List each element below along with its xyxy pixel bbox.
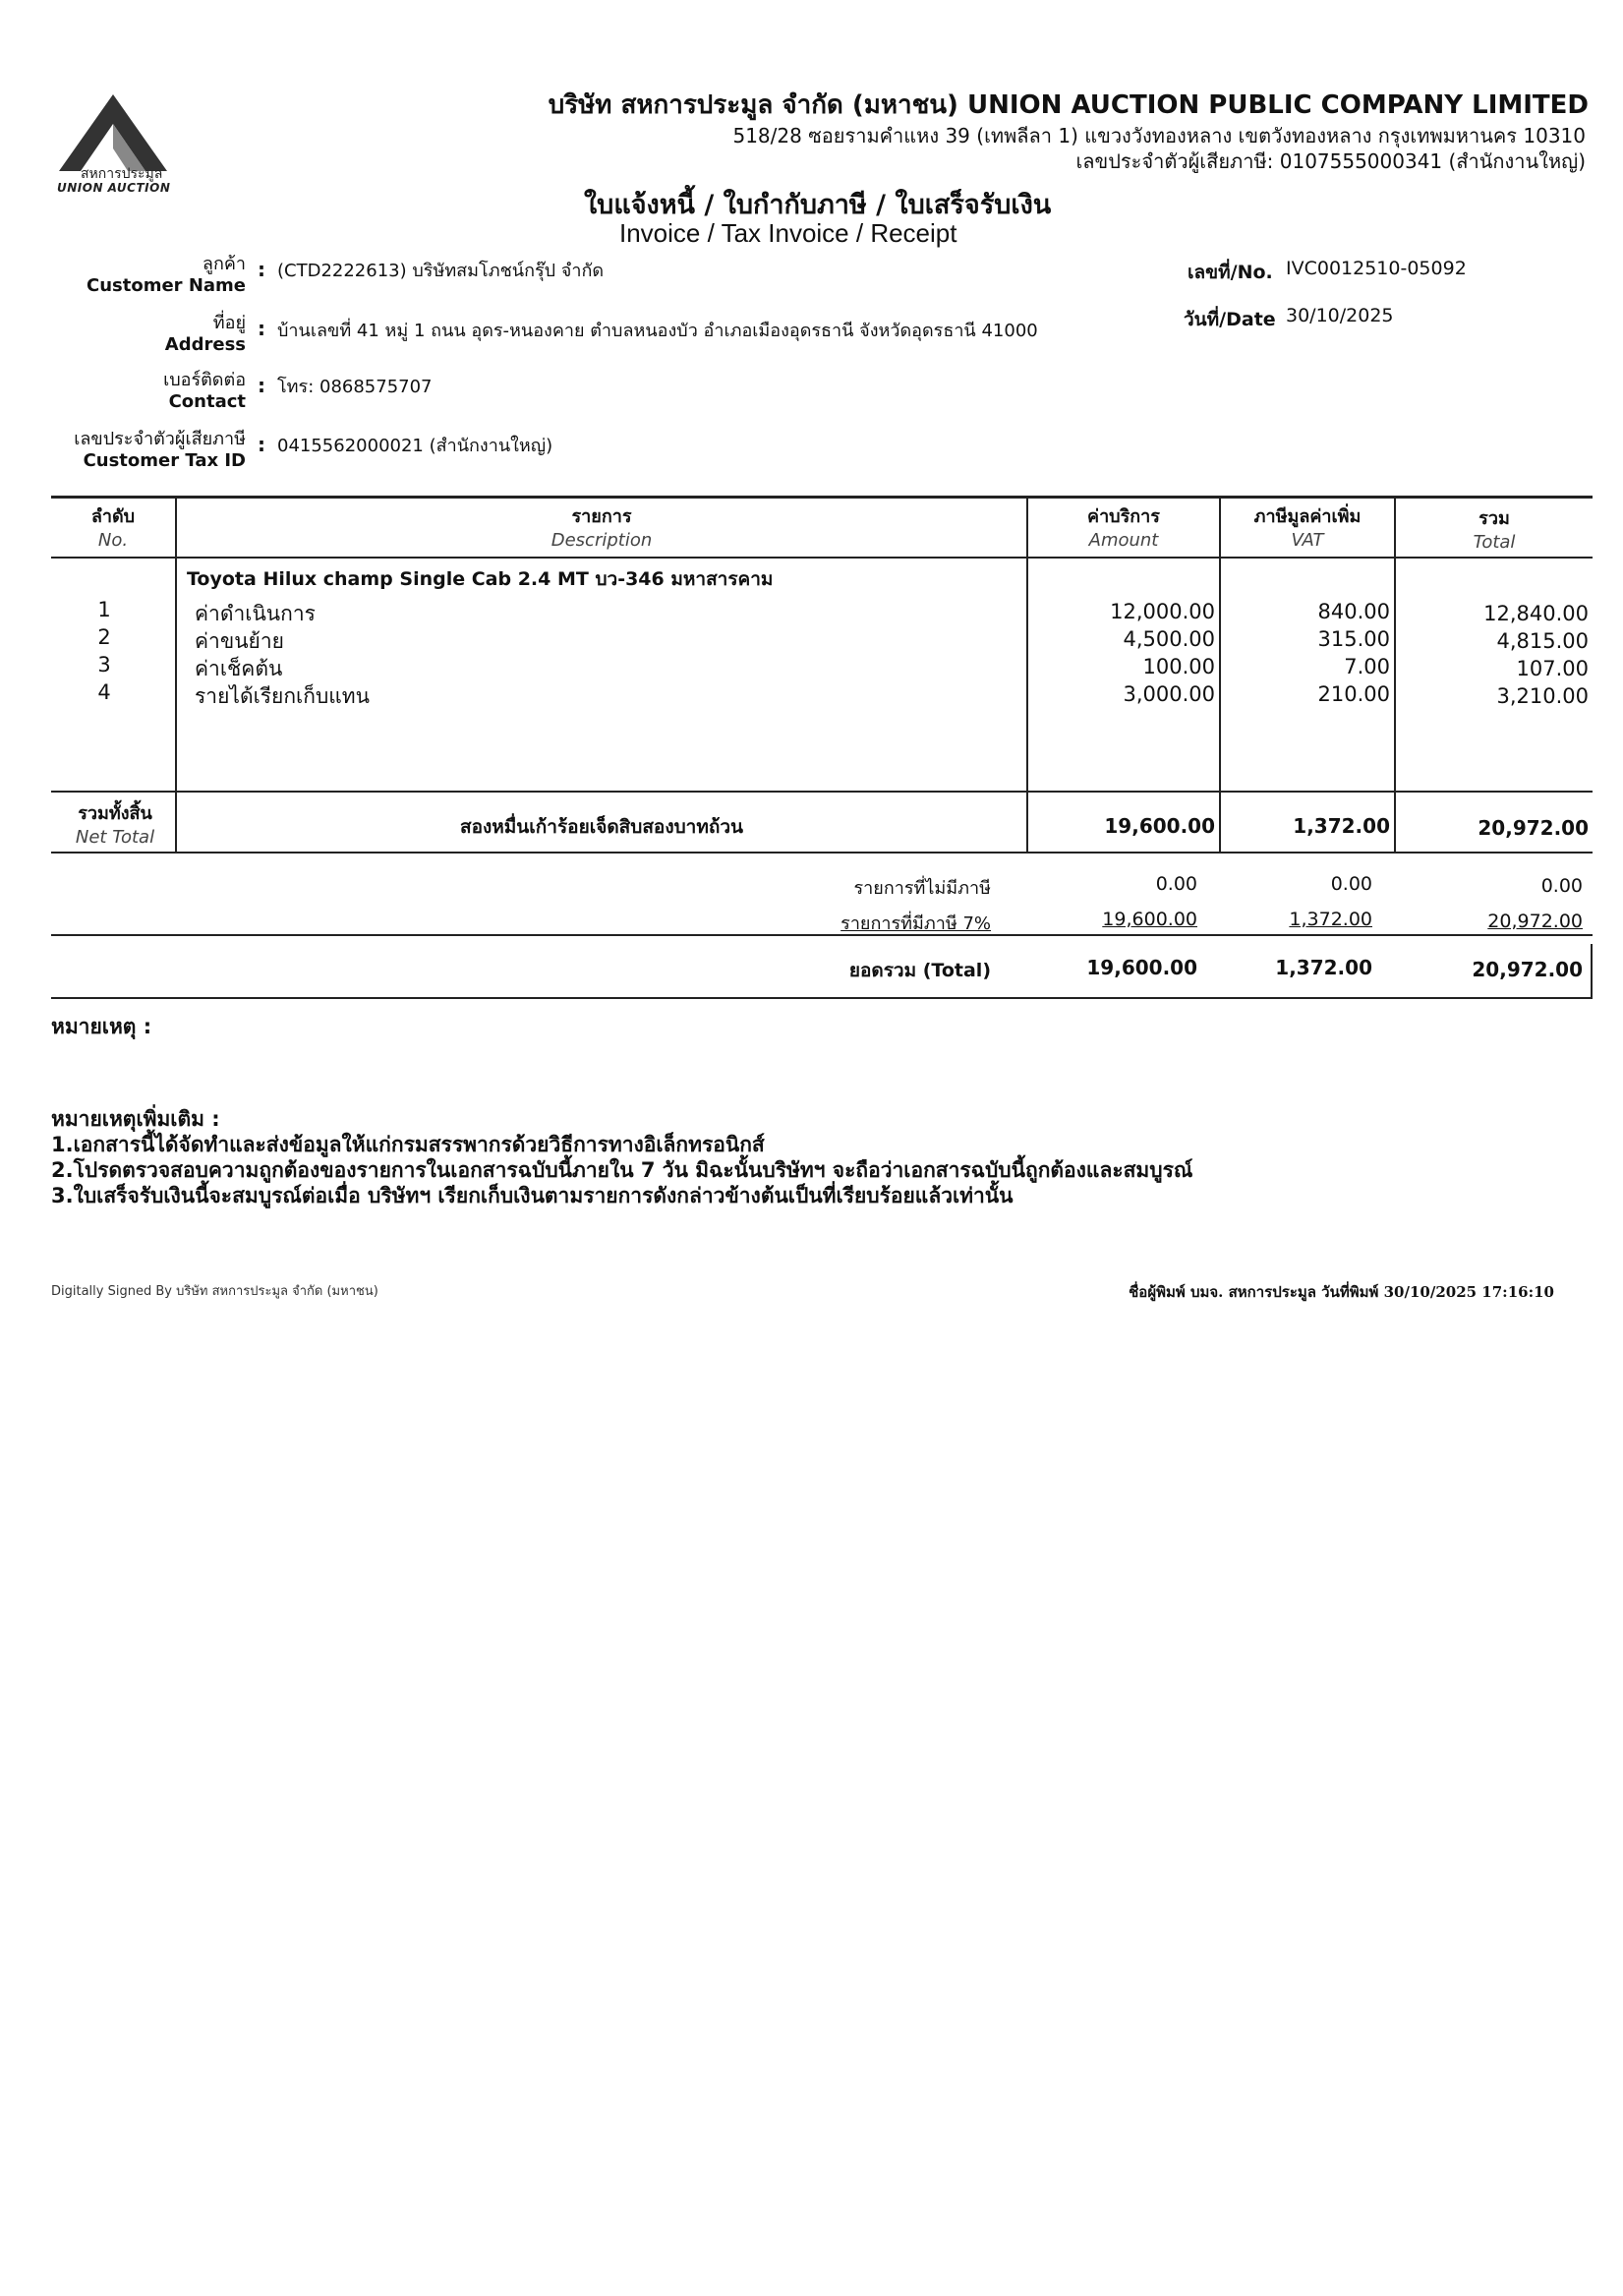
- remarks-label: หมายเหตุ :: [51, 1015, 152, 1038]
- doc-date-label: วันที่/Date: [1184, 309, 1276, 330]
- colon: :: [258, 258, 265, 281]
- header-no: ลำดับ No.: [90, 506, 136, 551]
- header-bottom-border: [51, 557, 1593, 559]
- document-title-th: ใบแจ้งหนี้ / ใบกำกับภาษี / ใบเสร็จรับเงิน: [584, 190, 1052, 220]
- company-logo: [51, 94, 179, 203]
- customer-contact-label: เบอร์ติดต่อ Contact: [163, 370, 246, 412]
- customer-tax-label: เลขประจำตัวผู้เสียภาษี Customer Tax ID: [74, 429, 246, 471]
- remark-line: 1.เอกสารนี้ได้จัดทำและส่งข้อมูลให้แก่กรมสรรพากรด้วยวิธีการทางอิเล็กทรอนิกส์: [51, 1133, 765, 1156]
- customer-address-value: บ้านเลขที่ 41 หมู่ 1 ถนน อุดร-หนองคาย ตำบลหนองบัว อำเภอเมืองอุดรธานี จังหวัดอุดรธานี 41000: [277, 321, 1038, 341]
- company-name: บริษัท สหการประมูล จำกัด (มหาชน) UNION AUCTION PUBLIC COMPANY LIMITED: [548, 90, 1589, 120]
- net-total: 20,972.00: [1478, 816, 1589, 840]
- extra-remarks-label: หมายเหตุเพิ่มเติม :: [51, 1107, 220, 1131]
- net-total-bottom-border: [51, 852, 1593, 854]
- union-auction-logo-icon: [59, 94, 167, 171]
- logo-text-th: สหการประมูล: [81, 166, 163, 182]
- table-top-border: [51, 496, 1593, 499]
- customer-contact-value: โทร: 0868575707: [277, 377, 433, 397]
- net-vat: 1,372.00: [1293, 814, 1390, 838]
- colon: :: [258, 433, 265, 456]
- customer-name-value: (CTD2222613) บริษัทสมโภชน์กรุ๊ป จำกัด: [277, 261, 605, 281]
- company-tax-id: เลขประจำตัวผู้เสียภาษี: 0107555000341 (สำนักงานใหญ่): [1075, 149, 1586, 173]
- print-info: ชื่อผู้พิมพ์ บมจ. สหการประมูล วันที่พิมพ์ 30/10/2025 17:16:10: [1129, 1283, 1554, 1301]
- doc-no-value: IVC0012510-05092: [1286, 258, 1467, 279]
- customer-address-label: ที่อยู่ Address: [164, 313, 246, 355]
- customer-name-label: ลูกค้า Customer Name: [87, 254, 246, 296]
- digital-signature: Digitally Signed By บริษัท สหการประมูล จำกัด (มหาชน): [51, 1284, 378, 1299]
- colon: :: [258, 374, 265, 397]
- doc-no-label: เลขที่/No.: [1188, 262, 1273, 283]
- item-title: Toyota Hilux champ Single Cab 2.4 MT บว-346 มหาสารคาม: [187, 568, 774, 590]
- net-total-label: รวมทั้งสิ้น Net Total: [75, 803, 155, 848]
- logo-text-en: UNION AUCTION: [57, 181, 171, 195]
- header-vat: ภาษีมูลค่าเพิ่ม VAT: [1253, 506, 1362, 551]
- net-amount: 19,600.00: [1104, 814, 1215, 838]
- customer-tax-value: 0415562000021 (สำนักงานใหญ่): [277, 436, 553, 456]
- document-title-en: Invoice / Tax Invoice / Receipt: [619, 218, 957, 248]
- doc-date-value: 30/10/2025: [1286, 305, 1394, 326]
- net-total-words: สองหมื่นเก้าร้อยเจ็ดสิบสองบาทถ้วน: [459, 816, 744, 838]
- remark-line: 2.โปรดตรวจสอบความถูกต้องของรายการในเอกสารฉบับนี้ภายใน 7 วัน มิฉะนั้นบริษัทฯ จะถือว่าเอกสารฉบับนี้ถูกต้องและสมบูรณ์: [51, 1158, 1193, 1182]
- items-bottom-border: [51, 791, 1593, 793]
- remark-line: 3.ใบเสร็จรับเงินนี้จะสมบูรณ์ต่อเมื่อ บริษัทฯ เรียกเก็บเงินตามรายการดังกล่าวข้างต้นเป็นที่เรียบร้อยแล้วเท่านั้น: [51, 1184, 1014, 1207]
- colon: :: [258, 317, 265, 340]
- company-address: 518/28 ซอยรามคำแหง 39 (เทพลีลา 1) แขวงวังทองหลาง เขตวังทองหลาง กรุงเทพมหานคร 10310: [732, 124, 1586, 147]
- header-description: รายการ Description: [551, 506, 653, 551]
- header-total: รวม Total: [1473, 508, 1516, 553]
- header-amount: ค่าบริการ Amount: [1087, 506, 1160, 551]
